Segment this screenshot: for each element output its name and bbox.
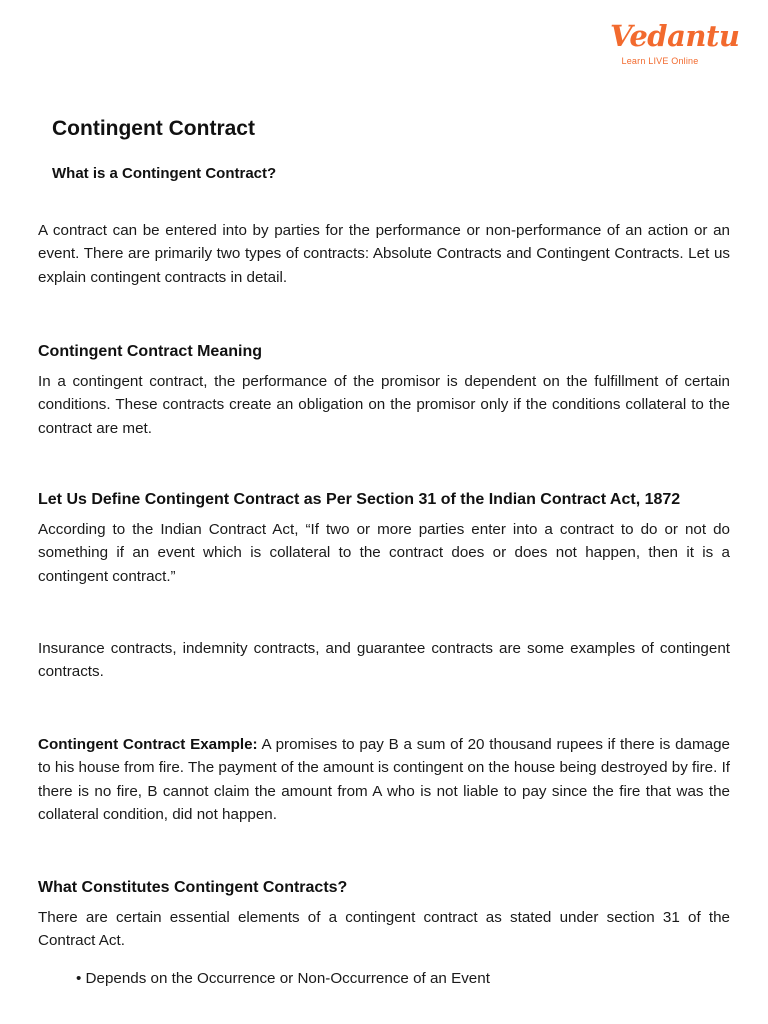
intro-paragraph: A contract can be entered into by parties for the performance or non-performance of an action or an event. There are primarily two types of contracts: Absolute Contracts and Contingent Contracts. Let us explain contingent contracts in detail. [38,222,730,286]
definition-paragraph: According to the Indian Contract Act, “If two or more parties enter into a contract to do or not do something if an event which is collateral to the contract does or does not happen, then it is a contingent contract.” [38,521,730,585]
logo-wordmark: Vedantu [610,19,740,53]
meaning-section [38,340,730,440]
constitutes-heading: What Constitutes Contingent Contracts? [38,879,348,896]
example-text: A promises to pay B a sum of 20 thousand rupees if there is damage to his house from fire. The payment of the amount is contingent on the house being destroyed by fire. If there is no fire, B cannot claim the amount from A who is not liable to pay since the fire that was the collateral condition, did not happen. [38,736,731,824]
examples-paragraph: Insurance contracts, indemnity contracts, and guarantee contracts are some examples of contingent contracts. [38,640,730,681]
vedantu-logo [610,18,740,74]
constitutes-section [38,876,730,953]
bullet-item-text: Depends on the Occurrence or Non-Occurrence of an Event [85,970,490,987]
constitutes-paragraph: There are certain essential elements of a contingent contract as stated under section 31 of the Contract Act. [38,909,730,950]
bullet-item: • Depends on the Occurrence or Non-Occurrence of an Event [76,970,490,987]
logo-tagline: Learn LIVE Online [621,56,699,66]
definition-section [38,488,730,588]
meaning-paragraph: In a contingent contract, the performance of the promisor is dependent on the fulfillment of certain conditions. These contracts create an obligation on the promisor only if the conditions collateral to the contract are met. [38,373,730,437]
definition-heading: Let Us Define Contingent Contract as Per Section 31 of the Indian Contract Act, 1872 [38,491,681,508]
example-label: Contingent Contract Example: [38,736,258,753]
meaning-heading: Contingent Contract Meaning [38,343,262,360]
example-paragraph [38,733,730,827]
question-heading: What is a Contingent Contract? [52,165,277,182]
page-title: Contingent Contract [52,117,255,140]
